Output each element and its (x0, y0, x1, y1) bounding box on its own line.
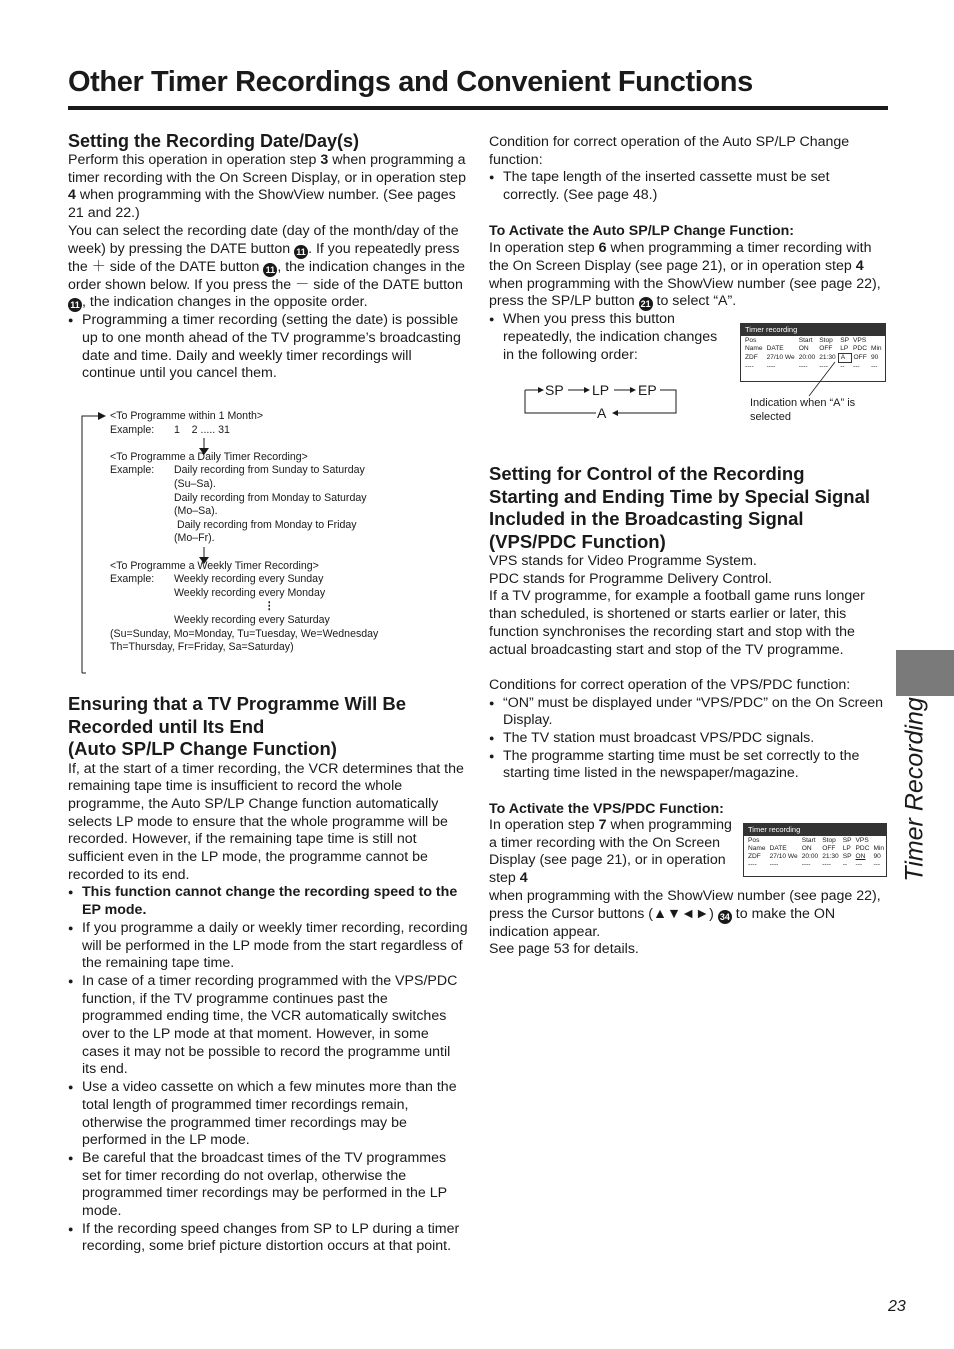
cycle-label-ep: EP (638, 382, 657, 398)
text: Perform this operation in operation step (68, 152, 321, 168)
text: when programming with the ShowView number (see page 22), press the Cursor buttons (▲▼◄►) (489, 888, 881, 922)
text: when programming a timer recording with the On Screen Display, or in operation step (68, 152, 466, 186)
flow-line (110, 573, 470, 587)
flow-example-label: Example: (110, 423, 155, 436)
osd-header: OFF (819, 345, 833, 353)
bullet-item: ● When you press this button repeatedly, the indication changes in the following order: (489, 311, 728, 364)
cycle-label-lp: LP (592, 382, 610, 398)
osd-header: Start (801, 837, 816, 844)
flow-line: Weekly recording every Monday (174, 586, 326, 599)
osd-header: Min (873, 845, 885, 852)
flow-heading: <To Programme within 1 Month> (110, 410, 264, 422)
osd-cell: ZDF (745, 354, 758, 361)
osd-header: LP (842, 845, 851, 852)
date-button-badge: 11 (294, 245, 308, 259)
left-column (68, 130, 468, 383)
paragraph: If, at the start of a timer recording, the VCR determines that the remaining tape time is insufficient to record the whole programme, the Auto SP/LP Change function automatically selects LP mode to ensure that the whole programme will be recorded. However, if the remaining tape time is still not sufficient even in the LP mode, the programme cannot be recorded to its end. (68, 760, 464, 883)
step-number: 6 (598, 240, 607, 257)
paragraph (68, 223, 468, 312)
flow-line: (Mo–Sa). (174, 505, 218, 518)
flow-example-label: Example: (110, 464, 155, 477)
paragraph (489, 888, 884, 941)
bullet-item: ● The programme starting time must be set correctly to the starting time listed in the newspaper/magazine. (489, 748, 889, 783)
flow-line: (Mo–Fr). (174, 532, 215, 545)
osd-header: DATE (769, 845, 787, 852)
subheading: To Activate the Auto SP/LP Change Function: (489, 222, 795, 239)
flow-line (110, 464, 470, 478)
step-number: 4 (855, 257, 864, 274)
osd-header: PDC (855, 845, 870, 852)
osd-header: Pos (748, 837, 760, 844)
flow-line: (Su–Sa). (174, 477, 216, 490)
chapter-side-label (890, 697, 930, 890)
step-number: 4 (68, 187, 76, 204)
osd-header: LP (840, 345, 849, 352)
text: when programming with the ShowView number. (See pages 21 and 22.) (68, 187, 456, 222)
bullet-item: ● If you programme a daily or weekly timer recording, recording will be performed in the LP mode from the start regardless of the remaining tape time. (68, 920, 468, 973)
paragraph: See page 53 for details. (489, 941, 639, 958)
vps-activate-text-cont (489, 888, 884, 959)
osd-cell-highlighted: ON (855, 853, 866, 860)
osd-header: Stop (822, 837, 836, 844)
text: to select “A”. (652, 293, 737, 310)
paragraph (68, 152, 468, 223)
osd-cell: --- (855, 861, 863, 868)
osd-title: Timer recording (744, 824, 886, 836)
osd-header: Start (798, 337, 813, 344)
section-auto-splp-title: (Auto SP/LP Change Function) (68, 738, 337, 759)
bullet-item: ● This function cannot change the recording speed to the EP mode. (68, 884, 468, 919)
osd-cell: -- (842, 861, 848, 868)
text: In operation step (489, 240, 599, 257)
text: when programming a timer recording with the On Screen Display (see page 21), or in operation step (489, 817, 732, 887)
bullet-item: ● The TV station must broadcast VPS/PDC signals. (489, 730, 889, 748)
osd-cell: ---- (766, 362, 776, 370)
osd-cell: SP (842, 853, 852, 860)
step-number: 7 (598, 817, 607, 833)
bullet-item: ● Use a video cassette on which a few minutes more than the total length of programmed timer recordings remain, otherwise the programmed timer recordings may be performed in the LP mode. (68, 1079, 468, 1150)
left-column-lower (68, 693, 468, 1256)
section-vps-title: (VPS/PDC Function) (489, 530, 666, 552)
osd-cell: ---- (822, 861, 832, 868)
paragraph: VPS stands for Video Programme System. (489, 553, 757, 569)
paragraph: Condition for correct operation of the Auto SP/LP Change function: (489, 134, 850, 168)
osd-cell: 27/10 We (766, 354, 795, 361)
cycle-label-sp: SP (545, 382, 564, 398)
text: , the indication changes in the opposite order. (82, 294, 368, 311)
osd-cell: -- (840, 363, 845, 370)
chapter-tab (896, 650, 954, 696)
flow-line: Daily recording from Monday to Friday (177, 518, 357, 531)
osd-title: Timer recording (741, 324, 885, 336)
cursor-buttons-badge: 34 (719, 911, 730, 922)
bullet-item: ● Be careful that the broadcast times of the TV programmes set for timer recording do not overlap, otherwise the programmed timer recordings may be performed in the LP mode. (68, 1150, 468, 1221)
osd-header: Stop (819, 337, 833, 344)
osd-header: Min (870, 345, 882, 353)
osd-cell: --- (873, 861, 881, 868)
step-number: 3 (320, 152, 329, 168)
osd-header: Name (745, 345, 763, 353)
bullet-item: ● “ON” must be displayed under “VPS/PDC” on the On Screen Display. (489, 695, 889, 730)
osd-cell: ---- (819, 362, 829, 370)
subheading: To Activate the VPS/PDC Function: (489, 800, 724, 817)
section-recording-date-title: Setting the Recording Date/Day(s) (68, 131, 360, 151)
flow-example-label: Example: (110, 573, 155, 586)
date-button-badge: 11 (68, 298, 82, 312)
paragraph (489, 817, 734, 888)
chapter-label-text: Timer Recording (900, 697, 929, 882)
flow-value: 1 2 ..... 31 (174, 423, 230, 436)
section-vps-title: Included in the Broadcasting Signal (489, 508, 804, 529)
flow-legend: (Su=Sunday, Mo=Monday, Tu=Tuesday, We=Wednesday (110, 627, 379, 640)
osd-header: PDC (853, 345, 867, 353)
flow-value: Weekly recording every Sunday (174, 573, 324, 586)
paragraph: If a TV programme, for example a football game runs longer than scheduled, is shortened or starts earlier or later, this function synchronises the recording start and stop with the actual broadcasting start and stop of the TV programme. (489, 588, 865, 658)
osd-header: SP (840, 337, 850, 344)
osd-header: Name (748, 845, 766, 852)
osd-cell: 90 (873, 853, 881, 860)
flow-value: Daily recording from Sunday to Saturday (174, 464, 365, 477)
step-number: 4 (519, 870, 528, 887)
osd-table (746, 837, 886, 869)
osd-cell: 21:30 (819, 354, 836, 361)
date-flow-diagram (110, 410, 470, 655)
osd-cell: OFF (853, 354, 867, 361)
osd-header: ON (801, 845, 812, 852)
osd-header: Pos (745, 337, 757, 344)
osd-cell: 20:00 (798, 354, 816, 361)
text: In operation step (489, 817, 599, 833)
text: when programming a timer recording with the On Screen Display (see page 21), or in operation step (489, 240, 872, 274)
osd-header: VPS (853, 337, 867, 344)
bullet-item: ● Programming a timer recording (setting the date) is possible up to one month ahead of the TV programme’s broadcasting date and time. Daily and weekly timer recordings will continue until you cancel them. (68, 312, 468, 383)
flow-line: Daily recording from Monday to Saturday (174, 491, 367, 504)
osd-cell: 90 (870, 354, 879, 361)
section-vps-title: Starting and Ending Time by Special Signal (489, 485, 871, 507)
osd-cell: --- (870, 362, 878, 370)
text: when programming with the ShowView number (see page 22), press the SP/LP button (489, 275, 881, 310)
osd-cell: ---- (798, 362, 808, 370)
osd-header: ON (798, 345, 809, 353)
timer-recording-osd-vps (743, 823, 887, 877)
osd-cell: 27/10 We (769, 853, 798, 860)
flow-heading: <To Programme a Weekly Timer Recording> (110, 559, 319, 572)
osd-caption-pointer (805, 360, 845, 400)
bullet-item: ● If the recording speed changes from SP to LP during a timer recording, some brief picture distortion occurs at that point. (68, 1221, 468, 1256)
text: . If you repeatedly press the ＋ side of the DATE button (68, 240, 460, 275)
vps-activate-text (489, 817, 734, 888)
cycle-label-a: A (597, 405, 607, 421)
date-button-badge: 11 (263, 263, 277, 277)
flow-legend: Th=Thursday, Fr=Friday, Sa=Saturday) (110, 641, 294, 654)
paragraph (489, 240, 889, 311)
paragraph: Conditions for correct operation of the VPS/PDC function: (489, 676, 851, 693)
osd-caption: Indication when “A” is selected (750, 397, 856, 423)
osd-cell: ---- (745, 362, 754, 370)
osd-header: VPS (855, 837, 869, 844)
osd-cell: --- (853, 362, 860, 370)
osd-cell: ---- (769, 861, 779, 868)
title-rule (68, 106, 888, 110)
osd-header: DATE (766, 345, 784, 353)
text: , the indication changes in the order shown below. If you press the － side of the DATE button (68, 258, 466, 293)
text: to make the ON indication appear. (489, 905, 836, 940)
section-auto-splp-title: Ensuring that a TV Programme Will Be (68, 693, 407, 714)
osd-cell: ZDF (748, 853, 761, 860)
osd-header: OFF (822, 845, 836, 852)
osd-header: SP (842, 837, 852, 844)
flow-line (110, 424, 470, 438)
paragraph: PDC stands for Programme Delivery Control. (489, 570, 773, 587)
flow-heading: <To Programme a Daily Timer Recording> (110, 450, 308, 463)
section-vps-title: Setting for Control of the Recording (489, 463, 805, 484)
text: You can select the recording date (day of the month/day of the week) by pressing the DATE button (68, 222, 459, 257)
flow-line: Weekly recording every Saturday (174, 613, 330, 626)
osd-cell: ---- (801, 861, 811, 868)
osd-cell-highlighted: A (838, 354, 851, 363)
osd-cell: 21:30 (822, 853, 839, 860)
flow-ellipsis: ⋮ (264, 600, 275, 613)
bullet-item: ● The tape length of the inserted cassette must be set correctly. (See page 48.) (489, 169, 889, 204)
osd-cell: 20:00 (801, 853, 819, 860)
page-title: Other Timer Recordings and Convenient Functions (68, 66, 753, 98)
splp-button-badge: 21 (640, 299, 651, 310)
right-column-vps (489, 463, 889, 819)
bullet-item: ● In case of a timer recording programmed with the VPS/PDC function, if the TV programme continues past the programmed ending time, the VCR automatically switches over to the LP mode at that moment. However, in some cases it may not be possible to record the programme until its end. (68, 973, 468, 1079)
osd-cell: ---- (748, 861, 757, 868)
section-auto-splp-title: Recorded until Its End (68, 715, 265, 737)
page-number: 23 (888, 1298, 906, 1315)
